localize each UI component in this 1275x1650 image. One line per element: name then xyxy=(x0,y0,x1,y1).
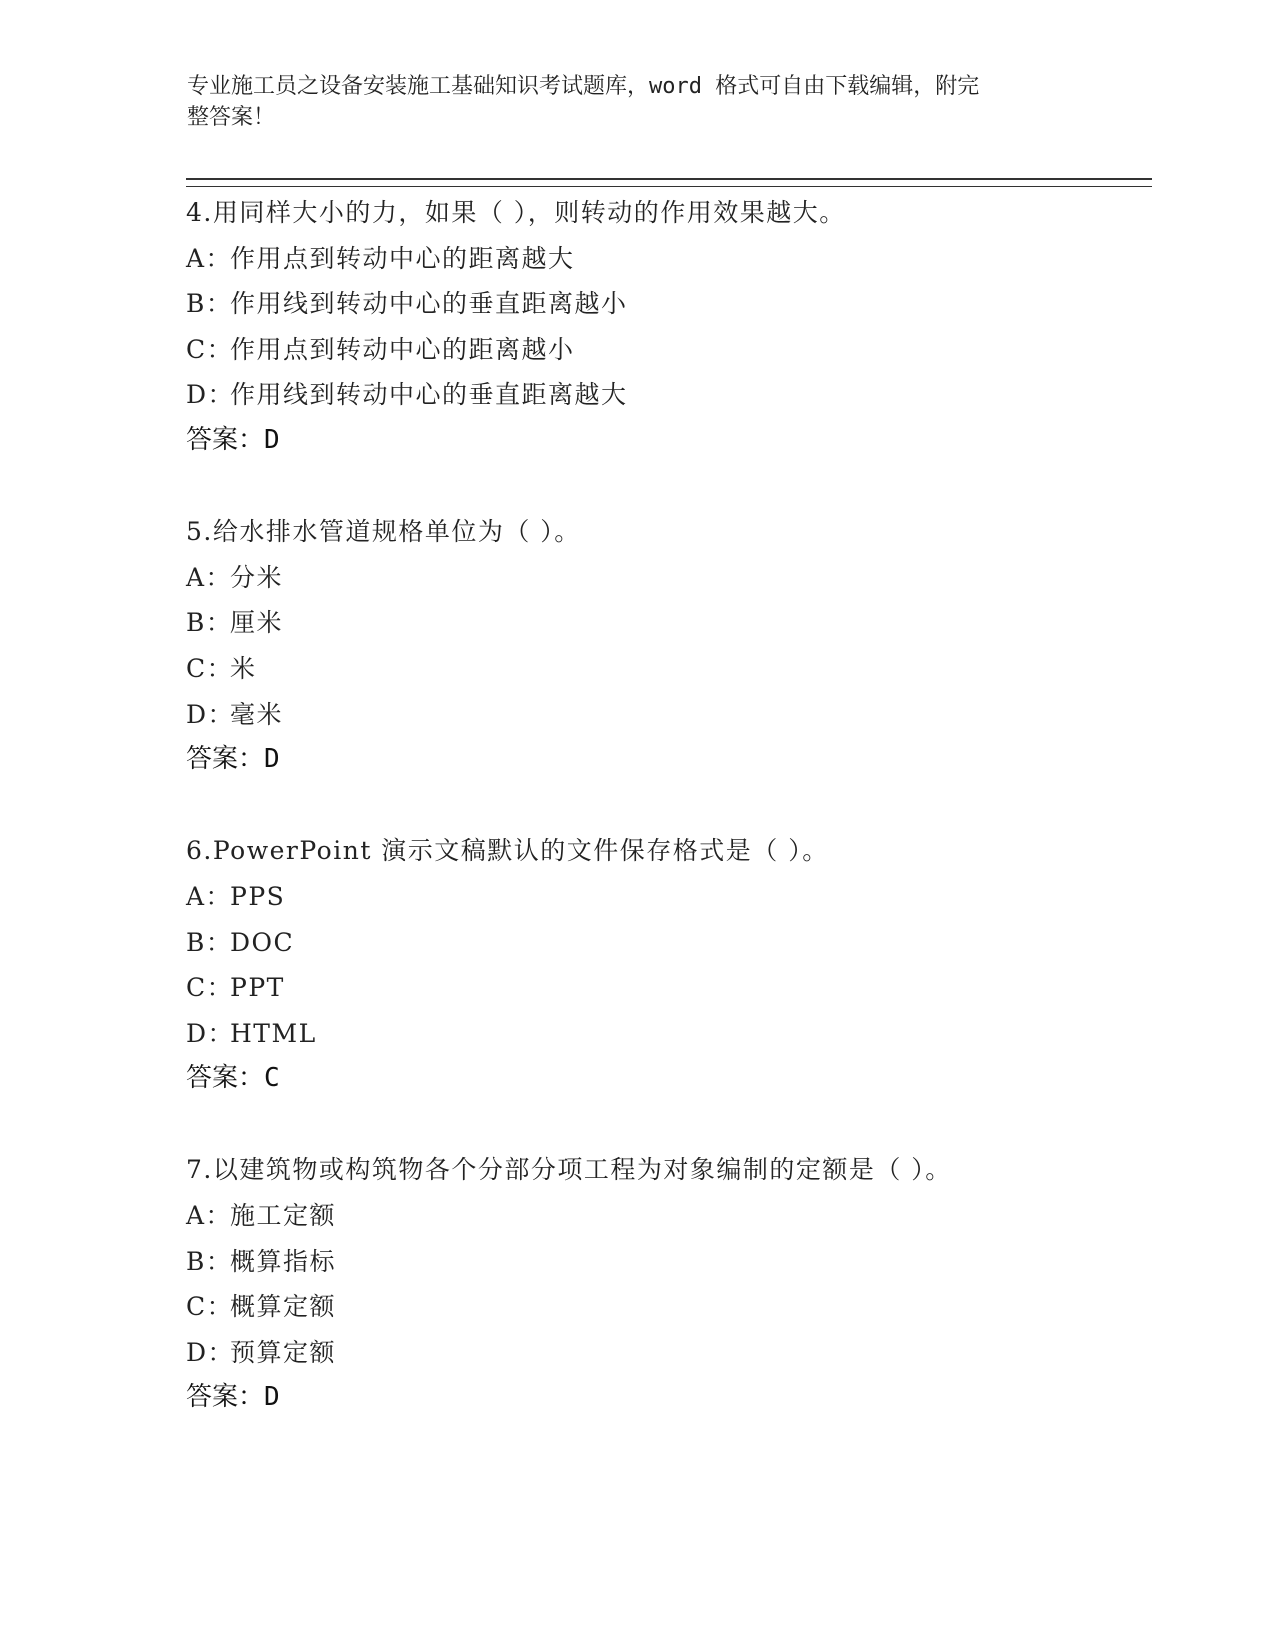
option-letter: A： xyxy=(186,562,233,592)
option-b xyxy=(186,600,1166,646)
option-text: 施工定额 xyxy=(230,1201,337,1231)
option-d xyxy=(186,692,1166,738)
question-gap xyxy=(186,1102,1166,1148)
option-letter: C： xyxy=(186,653,234,683)
option-letter: B： xyxy=(186,927,233,957)
option-letter: B： xyxy=(186,608,233,638)
document-header xyxy=(187,71,1087,133)
option-text: 概算指标 xyxy=(230,1246,337,1276)
answer-line: 答案：D xyxy=(186,1382,280,1413)
option-text: 预算定额 xyxy=(230,1337,337,1367)
option-letter: C： xyxy=(186,334,234,364)
option-text: PPS xyxy=(230,881,286,911)
option-b xyxy=(186,1239,1166,1285)
option-letter: D： xyxy=(186,699,235,729)
option-text: 概算定额 xyxy=(230,1292,337,1322)
question-gap xyxy=(186,783,1166,829)
option-c xyxy=(186,646,1166,692)
option-c xyxy=(186,327,1166,373)
option-b xyxy=(186,920,1166,966)
question-stem: 6.PowerPoint 演示文稿默认的文件保存格式是（ ）。 xyxy=(186,836,829,866)
option-text: 分米 xyxy=(230,562,284,592)
option-letter: B： xyxy=(186,1246,233,1276)
option-a xyxy=(186,555,1166,601)
option-text: 作用线到转动中心的垂直距离越小 xyxy=(230,289,628,319)
option-d xyxy=(186,1330,1166,1376)
option-c xyxy=(186,965,1166,1011)
header-divider xyxy=(186,178,1152,187)
option-letter: C： xyxy=(186,1292,234,1322)
option-b xyxy=(186,281,1166,327)
option-letter: D： xyxy=(186,380,235,410)
option-text: 作用线到转动中心的垂直距离越大 xyxy=(230,380,628,410)
question-5 xyxy=(186,509,1166,783)
option-text: PPT xyxy=(230,973,285,1003)
header-line-2: 整答案！ xyxy=(187,105,276,130)
question-gap xyxy=(186,464,1166,510)
option-letter: A： xyxy=(186,881,233,911)
question-4 xyxy=(186,190,1166,464)
option-text: 作用点到转动中心的距离越大 xyxy=(230,243,575,273)
option-c xyxy=(186,1284,1166,1330)
option-letter: C： xyxy=(186,973,234,1003)
option-text: 作用点到转动中心的距离越小 xyxy=(230,334,575,364)
question-stem: 7.以建筑物或构筑物各个分部分项工程为对象编制的定额是（ ）。 xyxy=(186,1155,952,1185)
option-a xyxy=(186,236,1166,282)
option-text: DOC xyxy=(230,927,295,957)
answer-line: 答案：D xyxy=(186,424,280,455)
question-list xyxy=(186,190,1166,1421)
option-text: HTML xyxy=(230,1018,317,1048)
option-text: 米 xyxy=(230,653,257,683)
option-letter: A： xyxy=(186,243,233,273)
option-letter: D： xyxy=(186,1018,235,1048)
option-d xyxy=(186,372,1166,418)
option-a xyxy=(186,1193,1166,1239)
option-d xyxy=(186,1011,1166,1057)
answer-line: 答案：D xyxy=(186,744,280,775)
question-6 xyxy=(186,828,1166,1102)
answer-line: 答案：C xyxy=(186,1063,280,1094)
question-stem: 5.给水排水管道规格单位为（ ）。 xyxy=(186,517,581,547)
option-text: 毫米 xyxy=(230,699,284,729)
option-letter: B： xyxy=(186,289,233,319)
question-stem: 4.用同样大小的力，如果（ ），则转动的作用效果越大。 xyxy=(186,198,846,227)
header-line-1: 专业施工员之设备安装施工基础知识考试题库，word 格式可自由下载编辑，附完 xyxy=(187,74,980,99)
question-7 xyxy=(186,1147,1166,1421)
option-letter: A： xyxy=(186,1201,233,1231)
option-a xyxy=(186,874,1166,920)
option-letter: D： xyxy=(186,1337,235,1367)
option-text: 厘米 xyxy=(230,608,284,638)
